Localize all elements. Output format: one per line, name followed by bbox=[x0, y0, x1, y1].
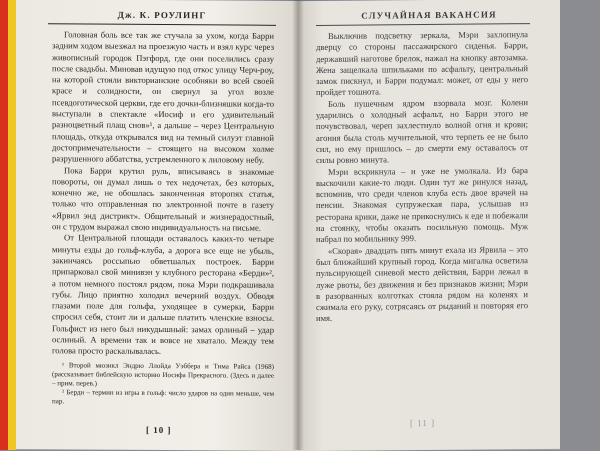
right-running-head: СЛУЧАЙНАЯ ВАКАНСИЯ bbox=[361, 9, 497, 21]
background-surface bbox=[560, 0, 600, 450]
right-header-rule bbox=[316, 23, 530, 26]
right-paragraph: Боль пушечным ядром взорвала мозг. Колени ударились о холодный асфальт, но Барри этого не почувствовал, череп захлестнуло волной огня и крови; агония была столь мучительной, что терпеть ее не было сил, но ему пришлось – до смерти ему оставалось от силы ровно минута. bbox=[316, 96, 528, 166]
right-paragraph: Мэри вскрикнула – и уже не умолкала. Из бара выскочили какие-то люди. Один тут же ринулся назад, вспомнив, что среди членов клуба есть двое врачей на пенсии. Знакомая супружеская пара, услышав из ресторана крики, даже не прикоснулись к еде и побежали на стоянку, чтобы оказать посильную помощь. Муж набрал по мобильнику 999. bbox=[316, 164, 528, 245]
left-page-number: [ 10 ] bbox=[146, 424, 172, 436]
left-paragraph: Головная боль все так же стучала за ухом, когда Барри задним ходом выезжал на проезжую часть и взял курс через живописный городок Пэгфорд, где они поселились сразу после свадьбы. Миновав идущую под откос улицу Черч-роу, на которой стояли викторианские особняки во всей своей красе и солидности, он свернул за угол возле псевдоготической церкви, где его дочки-близняшки когда-то выступали в спектакле «Иосиф и его удивительный разноцветный плащ снов»¹, а дальше – через Центральную площадь, откуда открывался вид на темный силуэт главной достопримечательности – стоящего на высоком холме разрушенного аббатства, устремленного к лиловому небу. bbox=[52, 29, 274, 166]
left-page bbox=[16, 0, 298, 451]
left-running-head: Дж. К. РОУЛИНГ bbox=[117, 9, 207, 21]
footnote: ¹ Второй мюзикл Эндрю Ллойда Уэббера и Тима Райса (1968) (рассказывает библейскую историю Иосифа Прекрасного. (Здесь и далее – прим. перев.) bbox=[52, 360, 274, 388]
left-header-rule bbox=[48, 23, 276, 26]
book-gutter bbox=[292, 0, 304, 450]
right-paragraph: Выключив подсветку зеркала, Мэри захлопнула дверцу со стороны пассажирского сиденья. Барри, державший наготове брелок, нажал на кнопку автозамка. Жена защелкала шпильками по асфальту, центральный замок пискнул, и Барри подумал: может, от еды у него пройдет тошнота. bbox=[316, 29, 528, 98]
left-body-text bbox=[16, 29, 298, 359]
left-footnotes bbox=[16, 361, 298, 409]
book-cover-inner-edge bbox=[8, 0, 16, 450]
right-page-number: [ 11 ] bbox=[410, 417, 436, 429]
left-paragraph: От Центральной площади оставалось каких-то четыре минуты езды до гольф-клуба, а дорога все еще не убыль, закинчаясь россыпью обветшалых построек. Барри припарковал свой минивэн у клубного ресторана «Берди»², а потом немного постоял рядом, пока Мэри подкрашивала губы. Лицо приятно холодил вечерний воздух. Обводя глазами поле для гольфа, уходящее в сумерки, Барри спросил себя, стоит ли и дальше платить членские взносы. Гольфист из него был никудышный: замах орлиный – удар ослиный. А времени так и вовсе не хватало. Между тем голова просто раскалывалась. bbox=[52, 232, 274, 357]
footnote: ² Берди – термин из игры в гольф: число ударов на один меньше, чем пар. bbox=[52, 388, 274, 406]
right-paragraph: «Скорая» двадцать пять минут ехала из Ярвила – это был ближайший крупный город. Когда мигалка осветила пульсирующей синевой место действия, Барри лежал в луже рвоты, без движения и без признаков жизни; Мэри в разорванных колготках стояла рядом на коленях и сжимала его руку, сотрясаясь от рыданий и повторяя его имя. bbox=[316, 243, 528, 324]
left-paragraph: Пока Барри крутил руль, вписываясь в знакомые повороты, он думал лишь о тех недочетах, без которых, конечно же, не обошлась законченная второпях статья, только что отправленная по электронной почте в газету «Ярвил энд дистрикт». Общительный и жизнерадостный, он с трудом выражал свою индивидуальность на письме. bbox=[52, 164, 274, 233]
right-page bbox=[298, 0, 560, 451]
right-body-text bbox=[298, 29, 560, 325]
